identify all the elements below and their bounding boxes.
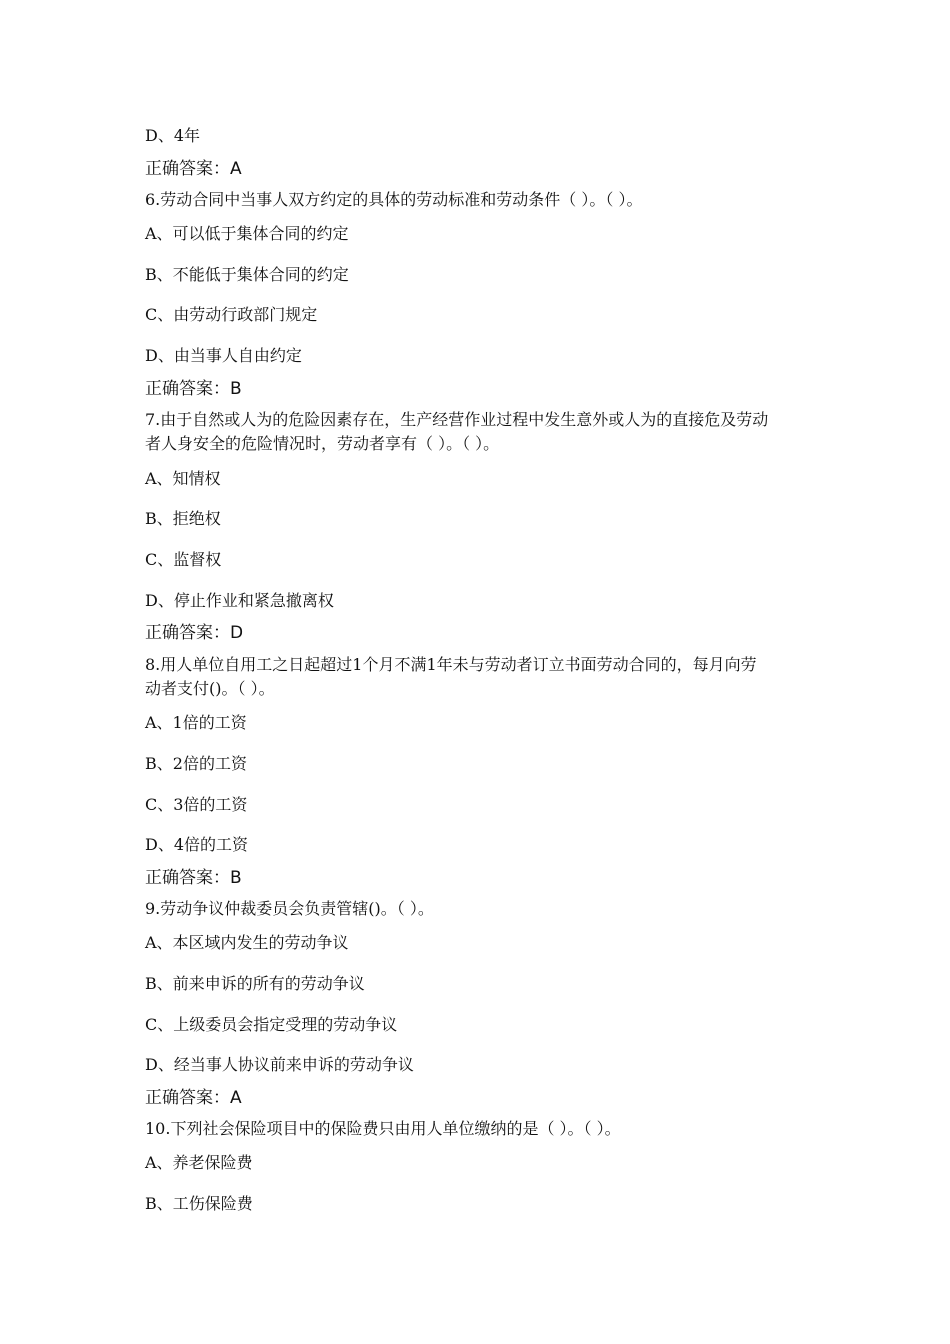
- correct-answer: 正确答案：A: [145, 1088, 242, 1108]
- question-7-line-2: 者人身安全的危险情况时，劳动者享有（ ）。（ ）。: [145, 434, 500, 453]
- option-d: D、4年: [145, 126, 201, 145]
- option-b: B、2倍的工资: [145, 754, 247, 773]
- option-b: B、工伤保险费: [145, 1194, 253, 1213]
- correct-answer: 正确答案：B: [145, 868, 242, 888]
- option-b: B、拒绝权: [145, 509, 221, 528]
- option-d: D、经当事人协议前来申诉的劳动争议: [145, 1055, 414, 1074]
- option-c: C、监督权: [145, 550, 222, 569]
- option-c: C、上级委员会指定受理的劳动争议: [145, 1015, 398, 1034]
- correct-answer: 正确答案：B: [145, 379, 242, 399]
- option-a: A、养老保险费: [145, 1153, 253, 1172]
- question-8-line-2: 动者支付()。（ ）。: [145, 679, 275, 698]
- question-10: 10.下列社会保险项目中的保险费只由用人单位缴纳的是（ ）。（ ）。: [145, 1119, 621, 1138]
- correct-answer: 正确答案：A: [145, 159, 242, 179]
- option-c: C、由劳动行政部门规定: [145, 305, 318, 324]
- correct-answer: 正确答案：D: [145, 623, 244, 643]
- question-9: 9.劳动争议仲裁委员会负责管辖()。（ ）。: [145, 899, 434, 918]
- option-a: A、1倍的工资: [145, 713, 247, 732]
- option-d: D、由当事人自由约定: [145, 346, 302, 365]
- option-b: B、前来申诉的所有的劳动争议: [145, 974, 365, 993]
- option-a: A、本区域内发生的劳动争议: [145, 933, 349, 952]
- option-b: B、不能低于集体合同的约定: [145, 265, 349, 284]
- question-6: 6.劳动合同中当事人双方约定的具体的劳动标准和劳动条件（ ）。（ ）。: [145, 190, 643, 209]
- option-a: A、可以低于集体合同的约定: [145, 224, 349, 243]
- option-d: D、4倍的工资: [145, 835, 249, 854]
- option-c: C、3倍的工资: [145, 795, 248, 814]
- option-d: D、停止作业和紧急撤离权: [145, 591, 334, 610]
- option-a: A、知情权: [145, 469, 221, 488]
- question-7-line-1: 7.由于自然或人为的危险因素存在，生产经营作业过程中发生意外或人为的直接危及劳动: [145, 410, 769, 429]
- question-8-line-1: 8.用人单位自用工之日起超过1个月不满1年未与劳动者订立书面劳动合同的，每月向劳: [145, 655, 757, 674]
